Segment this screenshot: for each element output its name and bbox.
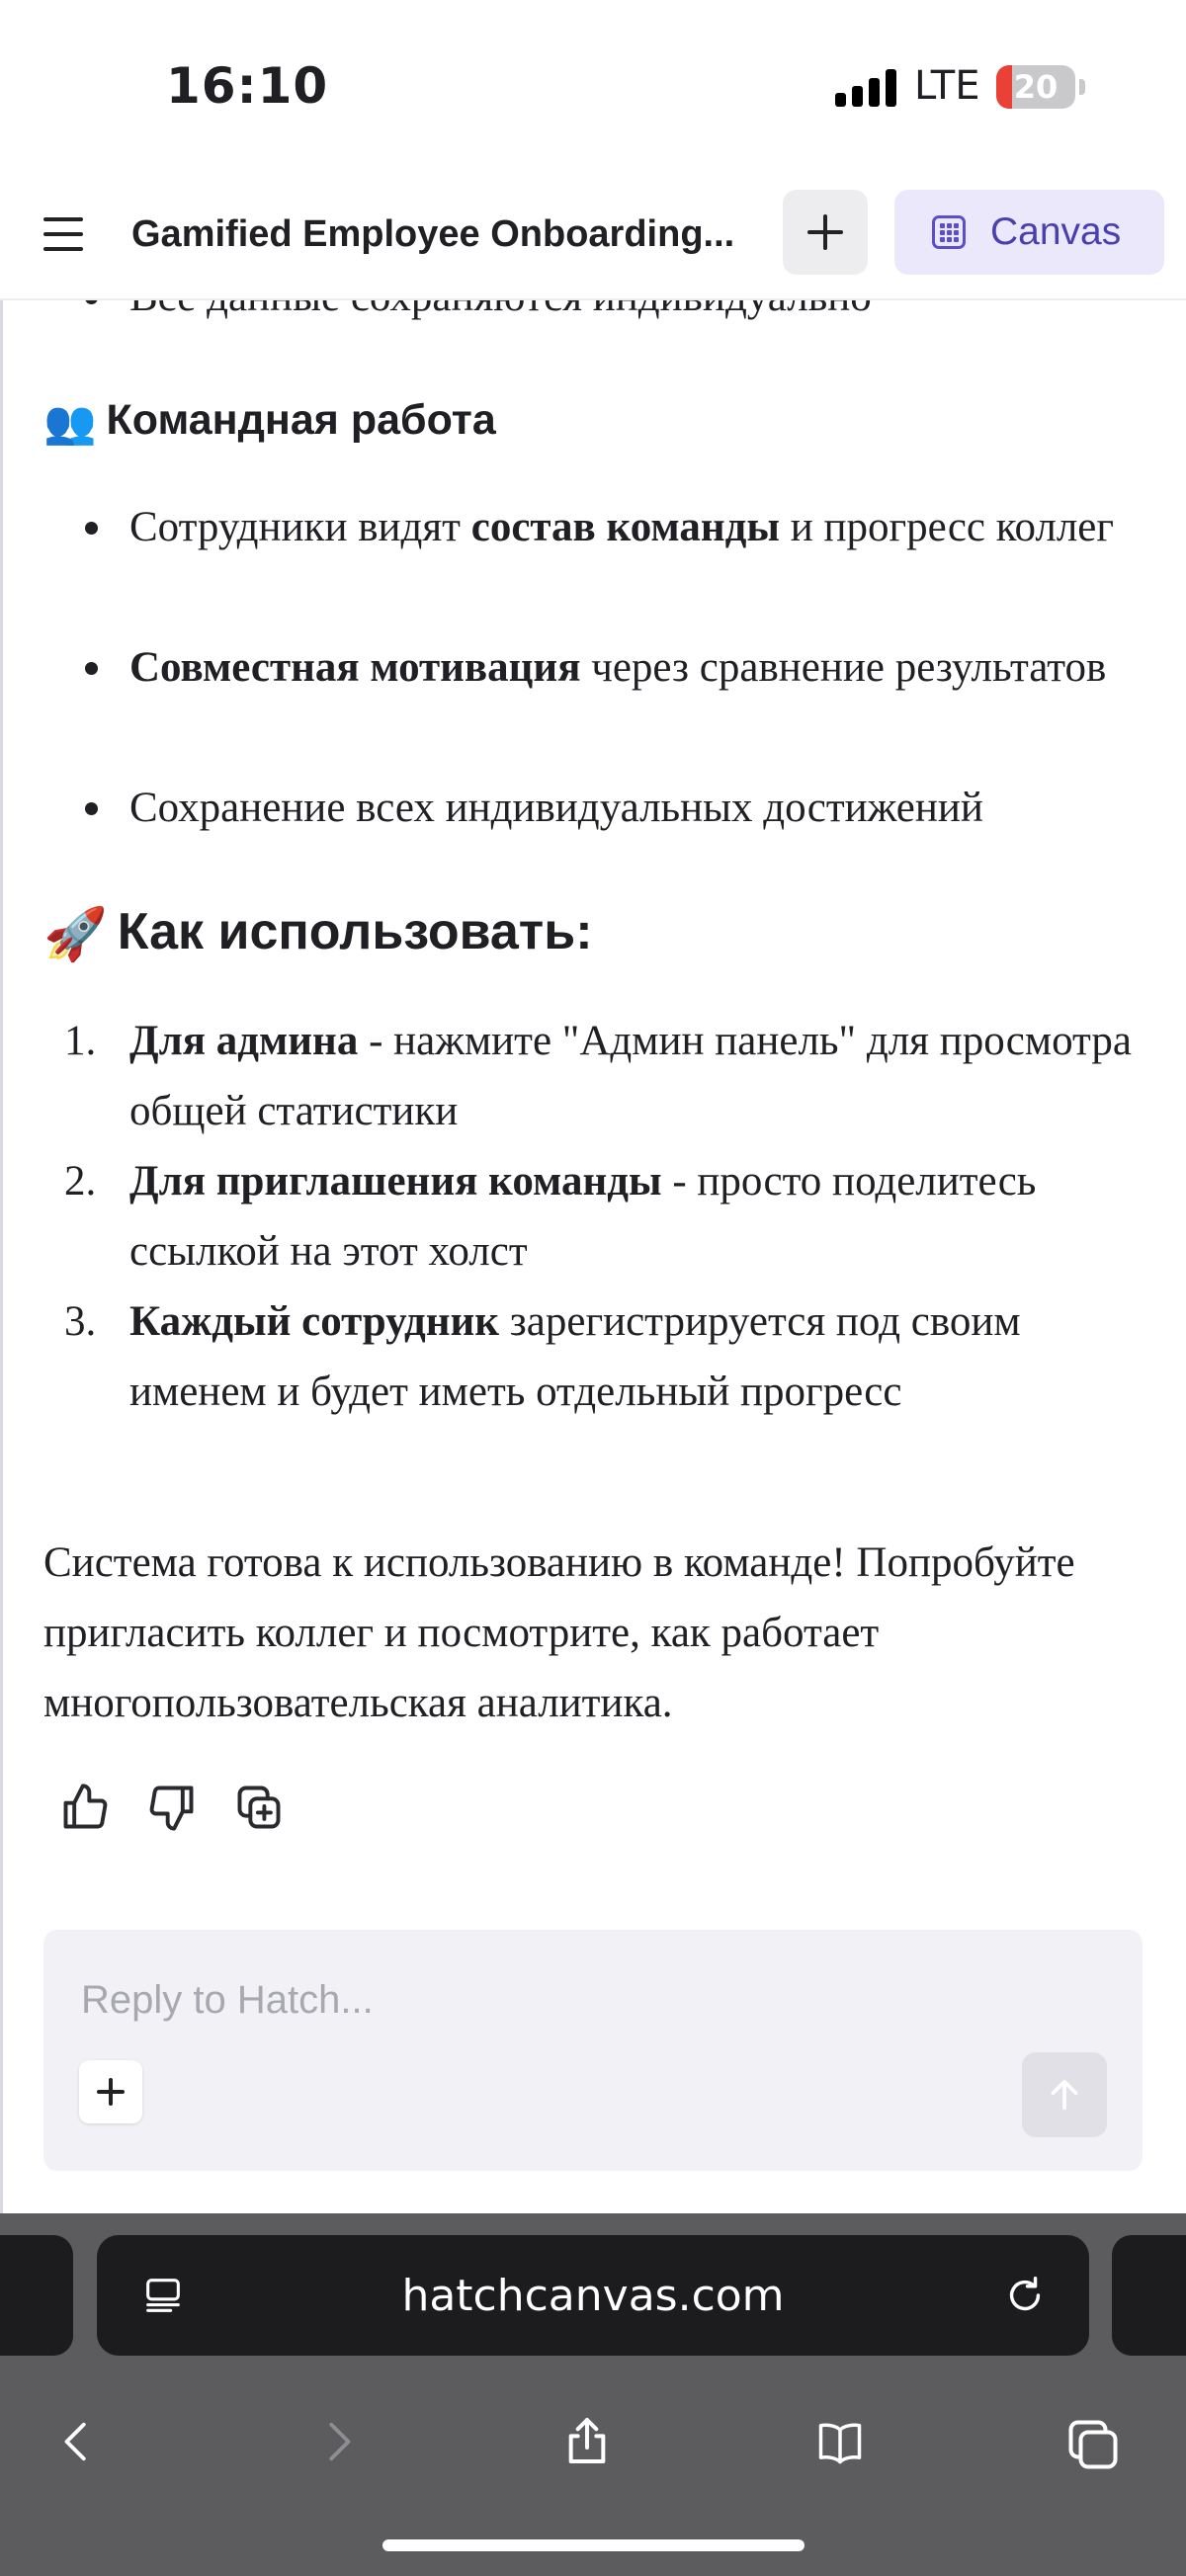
canvas-grid-icon — [932, 215, 966, 249]
section-heading-text: Как использовать: — [117, 903, 593, 960]
battery-level: 20 — [1013, 68, 1059, 106]
numbered-item: 1. Для админа - нажмите "Админ панель" для просмотра общей статистики — [64, 1018, 1132, 1134]
reply-input[interactable] — [79, 1969, 973, 2031]
closing-paragraph: Система готова к использованию в команде! Попробуйте пригласить коллег и посмотрите, как работает многопользовательская аналитика. — [43, 1539, 1075, 1726]
hamburger-menu-icon[interactable] — [43, 217, 83, 251]
next-tab-peek[interactable] — [1112, 2235, 1186, 2356]
numbered-item: 2. Для приглашения команды - просто поделитесь ссылкой на этот холст — [64, 1158, 1037, 1275]
network-type: LTE — [914, 63, 980, 109]
reload-icon[interactable] — [1002, 2273, 1048, 2318]
document-title[interactable]: Gamified Employee Onboarding... — [131, 213, 735, 255]
status-time: 16:10 — [166, 57, 329, 115]
thumbs-down-icon[interactable] — [146, 1782, 198, 1833]
bookmarks-icon[interactable] — [808, 2417, 872, 2468]
signal-strength-icon — [835, 67, 896, 107]
send-button[interactable] — [1022, 2052, 1107, 2137]
forward-icon[interactable] — [314, 2419, 360, 2464]
address-bar[interactable] — [97, 2235, 1089, 2356]
previous-tab-peek[interactable] — [0, 2235, 73, 2356]
numbered-item: 3. Каждый сотрудник зарегистрируется под своим именем и будет иметь отдельный прогресс — [64, 1298, 1021, 1415]
reply-composer — [43, 1930, 1143, 2171]
url-text: hatchcanvas.com — [401, 2271, 785, 2321]
arrow-up-icon — [1045, 2075, 1084, 2115]
section-heading-text: Командная работа — [106, 396, 496, 444]
battery-icon — [996, 65, 1075, 109]
battery-cap — [1079, 79, 1085, 95]
rocket-emoji-icon: 🚀 — [43, 906, 108, 964]
tabs-icon[interactable] — [1063, 2415, 1123, 2474]
copy-icon[interactable] — [233, 1782, 285, 1833]
attach-button[interactable] — [79, 2060, 142, 2123]
status-bar — [0, 0, 1186, 168]
section-heading-howto — [43, 897, 593, 969]
thumbs-up-icon[interactable] — [59, 1782, 111, 1833]
share-icon[interactable] — [559, 2413, 615, 2468]
list-item: Сотрудники видят состав команды и прогресс коллег — [129, 492, 1138, 562]
canvas-label: Canvas — [990, 210, 1122, 253]
app-header — [0, 168, 1186, 300]
new-chat-button[interactable] — [783, 190, 868, 275]
list-item: Сохранение всех индивидуальных достижений — [129, 773, 1138, 843]
section-heading-team — [43, 390, 496, 453]
people-emoji-icon: 👥 — [43, 398, 97, 447]
list-item: Совместная мотивация через сравнение результатов — [129, 632, 1138, 703]
browser-chrome — [0, 2213, 1186, 2576]
canvas-button[interactable] — [894, 190, 1164, 275]
home-indicator — [382, 2539, 805, 2551]
assistant-message — [0, 267, 1186, 2174]
back-icon[interactable] — [55, 2419, 101, 2464]
